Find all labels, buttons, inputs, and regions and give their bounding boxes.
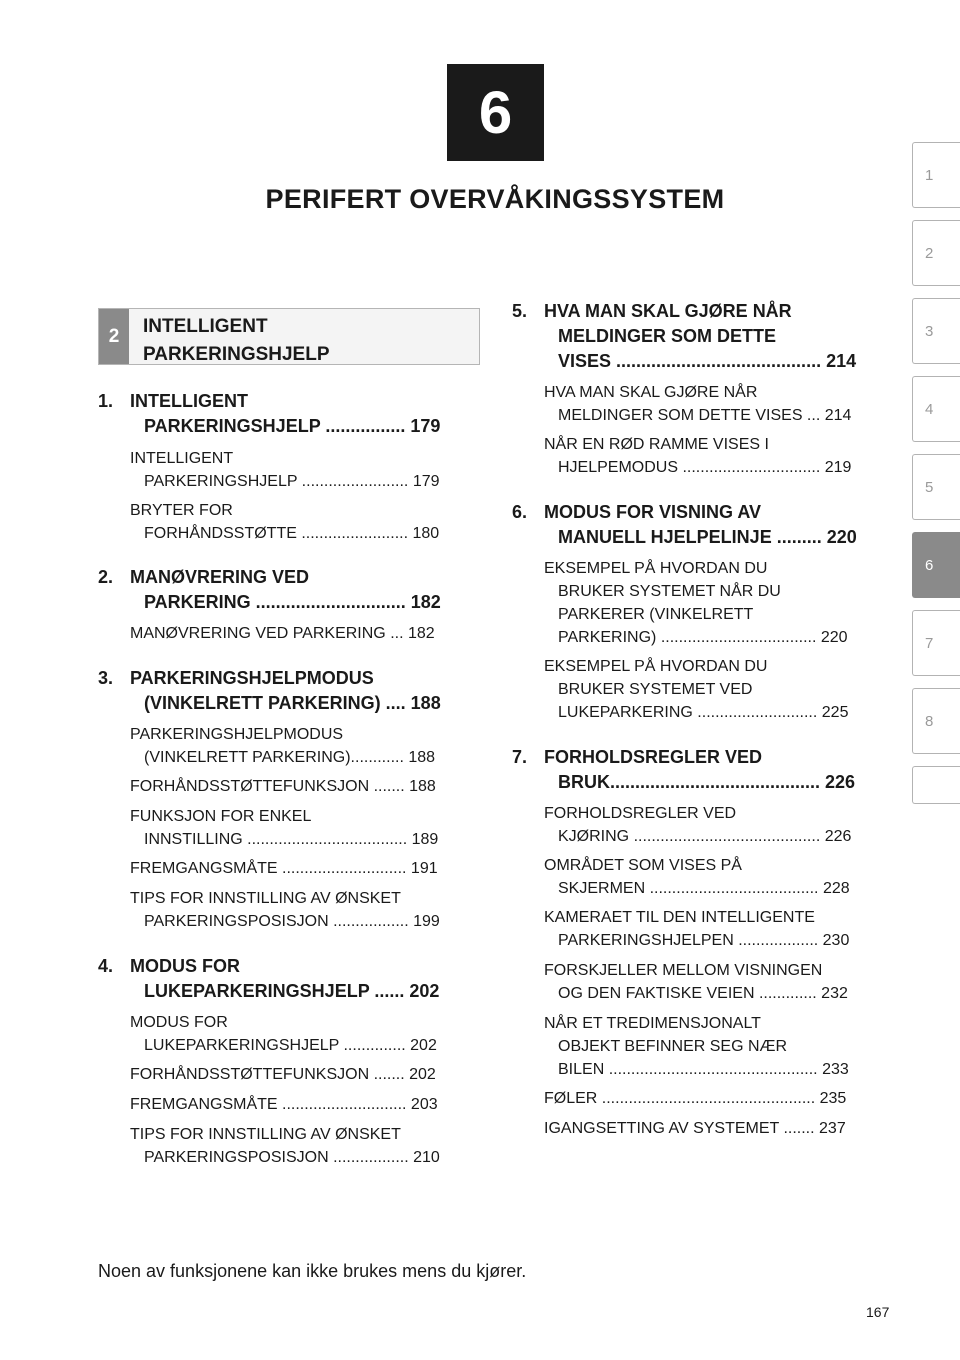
toc-item-text: INTELLIGENT [130, 450, 234, 467]
chapter-number: 6 [478, 79, 513, 146]
chapter-number-box [447, 64, 544, 161]
toc-heading-7[interactable] [512, 745, 894, 795]
toc-item-text: SKJERMEN ...................................... 228 [558, 880, 850, 897]
toc-heading-number: 6. [512, 502, 528, 522]
toc-item-text: BRUKER SYSTEMET VED [558, 681, 753, 698]
toc-item[interactable] [130, 857, 480, 880]
chapter-tab-4[interactable]: 4 [912, 376, 960, 442]
toc-heading-text: MANØVRERING VED [130, 567, 310, 587]
toc-item-text: PARKERER (VINKELRETT [558, 606, 754, 623]
toc-item-text: BRUKER SYSTEMET NÅR DU [558, 583, 781, 600]
toc-item-text: FORSKJELLER MELLOM VISNINGEN [544, 962, 823, 979]
toc-item-text: MELDINGER SOM DETTE VISES ... 214 [558, 407, 852, 424]
toc-item-text: OMRÅDET SOM VISES PÅ [544, 857, 742, 874]
toc-heading-5[interactable] [512, 299, 894, 374]
toc-item[interactable] [544, 854, 894, 900]
toc-item[interactable] [544, 381, 894, 427]
toc-heading-2[interactable] [98, 565, 480, 615]
chapter-tab-6[interactable]: 6 [912, 532, 960, 598]
toc-heading-4[interactable] [98, 954, 480, 1004]
toc-heading-text: INTELLIGENT [130, 391, 248, 411]
toc-item[interactable] [544, 433, 894, 479]
toc-item-text: INNSTILLING .................................... 189 [144, 831, 439, 848]
toc-item-text: (VINKELRETT PARKERING)............ 188 [144, 749, 436, 766]
toc-item[interactable] [130, 1011, 480, 1057]
toc-item[interactable] [130, 1063, 480, 1086]
toc-item[interactable] [130, 887, 480, 933]
toc-heading-text: MODUS FOR VISNING AV [544, 502, 762, 522]
toc-item-text: NÅR EN RØD RAMME VISES I [544, 436, 769, 453]
chapter-tab-2[interactable]: 2 [912, 220, 960, 286]
toc-heading-text: MANUELL HJELPELINJE ......... 220 [558, 527, 857, 547]
toc-heading-number: 4. [98, 956, 114, 976]
toc-item-text: FORHÅNDSSTØTTE ........................ 180 [144, 525, 440, 542]
toc-item[interactable] [544, 802, 894, 848]
toc-item[interactable] [130, 622, 480, 645]
toc-item[interactable] [544, 1012, 894, 1081]
toc-item[interactable] [130, 499, 480, 545]
toc-item[interactable] [130, 1093, 480, 1116]
toc-heading-number: 3. [98, 668, 114, 688]
toc-heading-number: 2. [98, 567, 114, 587]
toc-heading-text: MELDINGER SOM DETTE [558, 326, 777, 346]
toc-item-text: PARKERINGSHJELPEN .................. 230 [558, 932, 850, 949]
toc-item-text: NÅR ET TREDIMENSJONALT [544, 1015, 761, 1032]
toc-heading-3[interactable] [98, 666, 480, 716]
toc-item-text: FØLER ................................................ 235 [544, 1090, 847, 1107]
toc-heading-text: (VINKELRETT PARKERING) .... 188 [144, 693, 441, 713]
toc-item[interactable] [544, 1117, 894, 1140]
chapter-tab-8[interactable]: 8 [912, 688, 960, 754]
toc-item-text: PARKERINGSHJELP ........................ 179 [144, 473, 440, 490]
toc-item-text: OBJEKT BEFINNER SEG NÆR [558, 1038, 788, 1055]
toc-heading-text: PARKERING .............................. 182 [144, 592, 441, 612]
toc-item-text: FORHÅNDSSTØTTEFUNKSJON ....... 202 [130, 1066, 436, 1083]
toc-item-text: HJELPEMODUS ............................... 219 [558, 459, 852, 476]
toc-heading-number: 1. [98, 391, 114, 411]
toc-heading-text: FORHOLDSREGLER VED [544, 747, 763, 767]
section-header [98, 308, 480, 365]
toc-item[interactable] [130, 447, 480, 493]
toc-item-text: PARKERINGSPOSISJON ................. 199 [144, 913, 440, 930]
toc-item-text: KAMERAET TIL DEN INTELLIGENTE [544, 909, 815, 926]
section-title-line1: INTELLIGENT [143, 316, 268, 337]
chapter-tab-index[interactable] [912, 766, 960, 804]
toc-heading-text: PARKERINGSHJELP ................ 179 [144, 416, 441, 436]
toc-item[interactable] [544, 906, 894, 952]
chapter-tab-7[interactable]: 7 [912, 610, 960, 676]
toc-item-text: FORHÅNDSSTØTTEFUNKSJON ....... 188 [130, 778, 436, 795]
toc-item[interactable] [544, 655, 894, 724]
chapter-tab-1[interactable]: 1 [912, 142, 960, 208]
toc-item-text: KJØRING .......................................... 226 [558, 828, 852, 845]
toc-item[interactable] [544, 959, 894, 1005]
toc-item-text: BILEN ............................................... 233 [558, 1061, 849, 1078]
toc-item-text: MANØVRERING VED PARKERING ... 182 [130, 625, 435, 642]
toc-item-text: EKSEMPEL PÅ HVORDAN DU [544, 560, 768, 577]
toc-item[interactable] [130, 1123, 480, 1169]
toc-item-text: FREMGANGSMÅTE ............................ 191 [130, 860, 438, 877]
toc-item[interactable] [130, 805, 480, 851]
toc-item[interactable] [544, 1087, 894, 1110]
section-title [143, 313, 330, 369]
chapter-tab-3[interactable]: 3 [912, 298, 960, 364]
toc-item-text: PARKERING) ................................... 220 [558, 629, 848, 646]
page-number: 167 [866, 1304, 890, 1320]
section-title-line2: PARKERINGSHJELP [143, 344, 330, 365]
toc-item-text: PARKERINGSHJELPMODUS [130, 726, 344, 743]
toc-item-text: OG DEN FAKTISKE VEIEN ............. 232 [558, 985, 848, 1002]
toc-item-text: FUNKSJON FOR ENKEL [130, 808, 312, 825]
toc-heading-text: BRUK.......................................... 226 [558, 772, 856, 792]
toc-heading-text: VISES ......................................... 214 [558, 351, 857, 371]
footer-note: Noen av funksjonene kan ikke brukes mens du kjører. [98, 1261, 527, 1281]
chapter-tabs [912, 142, 960, 816]
toc-item[interactable] [130, 775, 480, 798]
toc-item-text: EKSEMPEL PÅ HVORDAN DU [544, 658, 768, 675]
toc-heading-1[interactable] [98, 389, 480, 439]
toc-item-text: MODUS FOR [130, 1014, 228, 1031]
toc-item-text: FREMGANGSMÅTE ............................ 203 [130, 1096, 438, 1113]
toc-item-text: BRYTER FOR [130, 502, 233, 519]
toc-heading-text: MODUS FOR [130, 956, 240, 976]
toc-item-text: IGANGSETTING AV SYSTEMET ....... 237 [544, 1120, 846, 1137]
toc-item-text: LUKEPARKERINGSHJELP .............. 202 [144, 1037, 437, 1054]
chapter-tab-5[interactable]: 5 [912, 454, 960, 520]
toc-heading-text: PARKERINGSHJELPMODUS [130, 668, 374, 688]
toc-item-text: PARKERINGSPOSISJON ................. 210 [144, 1149, 440, 1166]
toc-item-text: FORHOLDSREGLER VED [544, 805, 737, 822]
toc-heading-text: HVA MAN SKAL GJØRE NÅR [544, 301, 792, 321]
toc-item[interactable] [130, 723, 480, 769]
toc-heading-6[interactable] [512, 500, 894, 550]
toc-item-text: HVA MAN SKAL GJØRE NÅR [544, 384, 758, 401]
toc-heading-text: LUKEPARKERINGSHJELP ...... 202 [144, 981, 440, 1001]
toc-item-text: TIPS FOR INNSTILLING AV ØNSKET [130, 1126, 401, 1143]
chapter-title: PERIFERT OVERVÅKINGSSYSTEM [265, 184, 725, 214]
toc-item-text: TIPS FOR INNSTILLING AV ØNSKET [130, 890, 401, 907]
toc-heading-number: 5. [512, 301, 528, 321]
toc-heading-number: 7. [512, 747, 528, 767]
section-number: 2 [99, 309, 129, 364]
toc-item-text: LUKEPARKERING ........................... 225 [558, 704, 849, 721]
toc-item[interactable] [544, 557, 894, 649]
